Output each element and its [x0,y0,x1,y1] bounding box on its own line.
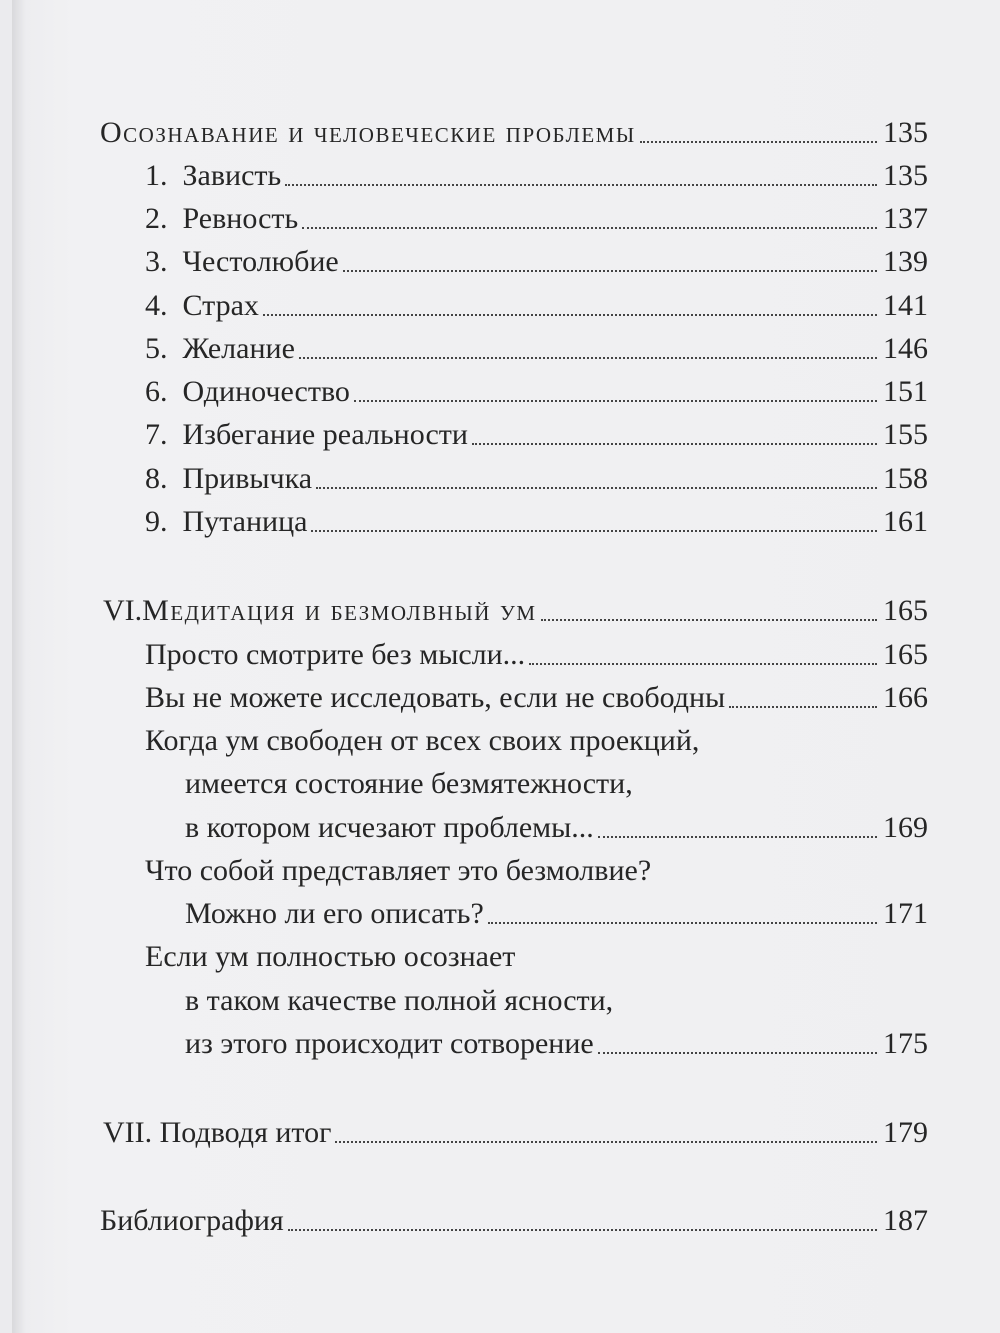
toc-entry [145,154,928,198]
page-number: 165 [883,638,928,671]
item-title: Честолюбие [182,245,339,278]
item-number: 4. [145,289,168,322]
toc-entry [145,457,928,501]
item-title: Избегание реальности [182,418,468,451]
toc-entry [145,327,928,371]
section-6-numeral: VI. [103,594,143,627]
dot-leader [288,1229,877,1231]
page-number: 146 [883,332,928,365]
item-number: 8. [145,462,168,495]
item-title: Желание [182,332,295,365]
item-number: 9. [145,505,168,538]
page-number: 155 [883,418,928,451]
toc-entry [145,500,928,544]
item-number: 1. [145,159,168,192]
item-title-line: Когда ум свободен от всех своих проекций, [145,724,700,757]
item-title: Просто смотрите без мысли... [145,638,526,671]
item-title: Ревность [182,202,299,235]
item-title: Вы не можете исследовать, если не свободны [145,681,726,714]
toc-entry-bibliography [100,1199,928,1243]
item-title-line: из этого происходит сотворение [185,1027,594,1060]
item-title-line: Если ум полностью осознает [145,940,516,973]
dot-leader [335,1141,877,1143]
item-title-line: Можно ли его описать? [185,897,484,930]
item-title: Одиночество [182,375,350,408]
toc-entry [145,633,928,677]
page-number: 151 [883,375,928,408]
dot-leader [311,530,877,532]
toc-entry [145,413,928,457]
toc-entry [145,370,928,414]
item-title-line: имеется состояние безмятежности, [185,767,633,800]
toc-entry [145,676,928,720]
page-number: 161 [883,505,928,538]
item-number: 2. [145,202,168,235]
item-title: Привычка [182,462,313,495]
toc-entry [145,284,928,328]
item-title-line: Что собой представляет это безмолвие? [145,854,652,887]
toc-entry-section-5 [100,111,928,155]
dot-leader [316,487,877,489]
page-number: 165 [883,594,928,627]
item-number: 3. [145,245,168,278]
dot-leader [598,836,877,838]
page-number: 179 [883,1116,928,1149]
toc-entry-section-7 [103,1111,928,1155]
dot-leader [541,619,878,621]
toc-entry [185,1022,928,1066]
item-title: Зависть [182,159,282,192]
page-number: 158 [883,462,928,495]
dot-leader [302,227,877,229]
page-number: 141 [883,289,928,322]
page-number: 139 [883,245,928,278]
page-number: 137 [883,202,928,235]
page-number: 135 [883,159,928,192]
dot-leader [729,706,877,708]
dot-leader [640,141,877,143]
dot-leader [354,400,877,402]
item-title: Путаница [182,505,308,538]
section-5-title: Осознавание и человеческие проблемы [100,116,636,149]
page-number: 187 [883,1204,928,1237]
item-title-line: в котором исчезают проблемы... [185,811,594,844]
page-number: 166 [883,681,928,714]
section-7-title: VII. Подводя итог [103,1116,332,1149]
item-title-line: в таком качестве полной ясности, [185,984,614,1017]
item-number: 6. [145,375,168,408]
toc-entry [145,197,928,241]
toc-entry [145,240,928,284]
page-number: 171 [883,897,928,930]
dot-leader [529,663,877,665]
item-title: Страх [182,289,259,322]
page-number: 175 [883,1027,928,1060]
dot-leader [285,184,877,186]
item-number: 7. [145,418,168,451]
page-number: 169 [883,811,928,844]
dot-leader [598,1052,877,1054]
page-number: 135 [883,116,928,149]
toc-entry [185,892,928,936]
dot-leader [472,443,877,445]
dot-leader [488,922,877,924]
bibliography-title: Библиография [100,1204,284,1237]
toc-entry [185,806,928,850]
dot-leader [343,270,877,272]
section-6-title: Медитация и безмолвный ум [142,594,537,627]
dot-leader [263,314,877,316]
toc-entry-section-6 [103,589,928,633]
item-number: 5. [145,332,168,365]
dot-leader [299,357,877,359]
